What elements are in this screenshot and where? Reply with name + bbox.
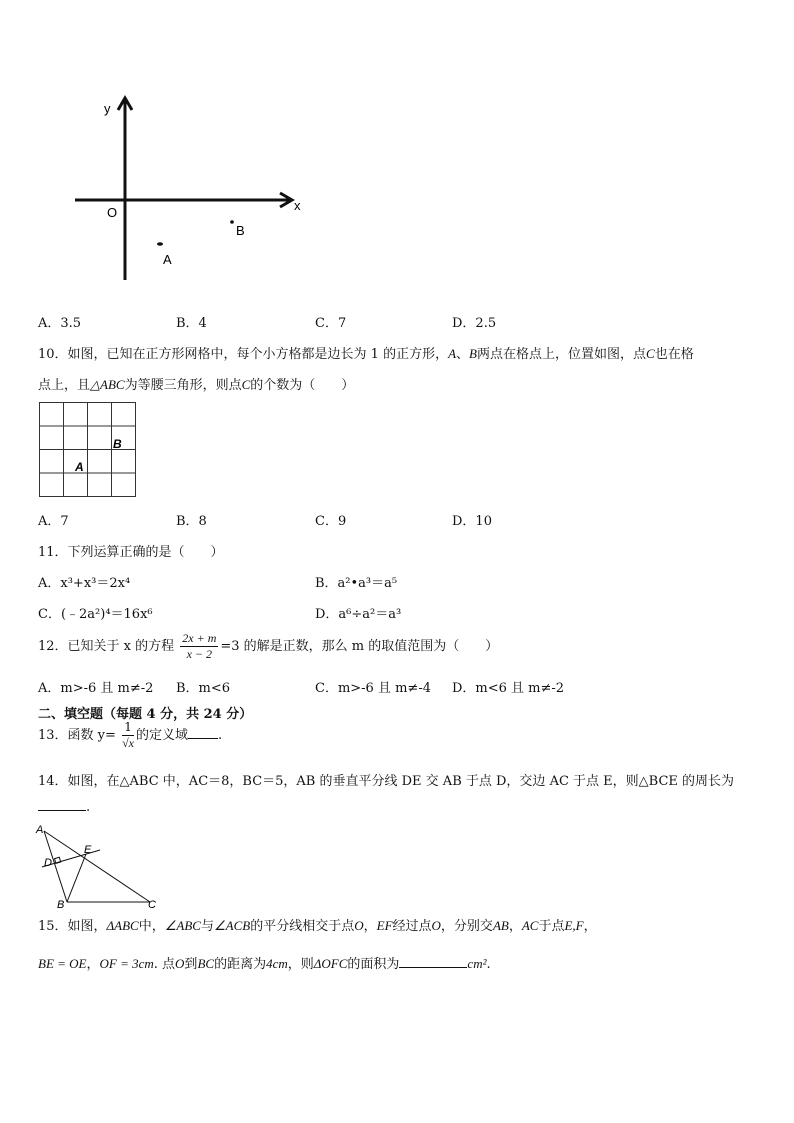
q14-stem: 14．如图，在△ABC 中，AC＝8，BC＝5，AB 的垂直平分线 DE 交 AB 于点 D，交边 AC 于点 E，则△BCE 的周长为 <box>38 774 735 789</box>
q13-answer-blank[interactable] <box>188 738 218 739</box>
q10-option-a[interactable]: A．7 <box>38 514 69 529</box>
q12-stem: 12．已知关于 x 的方程 $\frac{2x + m}{x - 2}$ =3 的解是正数，那么 m 的取值范围为（ ） <box>38 631 499 661</box>
x-axis-label: x <box>294 198 301 213</box>
q10-stem-line1: 10．如图，已知在正方形网格中，每个小方格都是边长为 1 的正方形，A、B两点在格点上，位置如图，点C也在格 <box>38 346 694 362</box>
fig-label-b: B <box>57 899 65 910</box>
q9-option-d[interactable]: D．2.5 <box>452 316 497 331</box>
q12-fraction: $\frac{2x + m}{x - 2}$ <box>182 631 217 661</box>
q14-triangle-figure <box>34 822 164 910</box>
q10-option-c[interactable]: C．9 <box>315 514 347 529</box>
q15-answer-blank[interactable] <box>399 967 467 968</box>
q14-answer-blank[interactable] <box>38 810 86 811</box>
point-b-dot <box>230 220 234 224</box>
fig-label-c: C <box>148 899 156 910</box>
q9-axes-figure <box>60 90 320 290</box>
origin-label: O <box>107 205 118 220</box>
q10-stem-line2: 点上，且△ABC为等腰三角形，则点C的个数为（ ） <box>38 377 355 393</box>
grid-point-b-label: B <box>113 437 122 451</box>
q9-option-b[interactable]: B．4 <box>176 316 207 331</box>
q12-option-d[interactable]: D．m<6 且 m≠-2 <box>452 681 565 696</box>
y-axis-label: y <box>104 101 111 116</box>
q11-option-a[interactable]: A．x³+x³＝2x⁴ <box>38 576 131 591</box>
fig-label-a: A <box>36 824 44 836</box>
q12-option-c[interactable]: C．m>-6 且 m≠-4 <box>315 681 431 696</box>
fig-label-e: E <box>84 844 92 856</box>
q11-option-c[interactable]: C．(﹣2a²)⁴＝16x⁶ <box>38 607 153 622</box>
q10-grid-figure <box>38 401 138 499</box>
section-title-fill-blank: 二、填空题（每题 4 分，共 24 分） <box>38 707 253 722</box>
q12-option-a[interactable]: A．m>-6 且 m≠-2 <box>38 681 154 696</box>
q9-option-c[interactable]: C．7 <box>315 316 347 331</box>
q13-fraction: $\frac{1}{√x}$ <box>122 720 134 750</box>
q10-option-b[interactable]: B．8 <box>176 514 207 529</box>
q11-option-d[interactable]: D．a⁶÷a²＝a³ <box>315 607 402 622</box>
q12-option-b[interactable]: B．m<6 <box>176 681 231 696</box>
grid-point-a-label: A <box>75 460 84 474</box>
fig-label-d: D <box>44 857 52 869</box>
point-a-dot <box>157 242 163 246</box>
point-a-label: A <box>163 252 172 267</box>
q9-option-a[interactable]: A．3.5 <box>38 316 82 331</box>
q10-option-d[interactable]: D．10 <box>452 514 492 529</box>
q14-answer-line: . <box>38 800 90 815</box>
q11-stem: 11．下列运算正确的是（ ） <box>38 545 224 560</box>
q11-option-b[interactable]: B．a²•a³＝a⁵ <box>315 576 398 591</box>
point-b-label: B <box>236 223 245 238</box>
q13-stem: 13．函数 y= $\frac{1}{√x}$ 的定义域 . <box>38 720 223 750</box>
q15-stem-line1: 15．如图，ΔABC中，∠ABC与∠ACB的平分线相交于点O，EF经过点O，分别交AB，AC于点E,F， <box>38 918 597 934</box>
q15-stem-line2: BE = OE，OF = 3cm. 点O到BC的距离为4cm，则ΔOFC的面积为 cm². <box>38 956 491 972</box>
